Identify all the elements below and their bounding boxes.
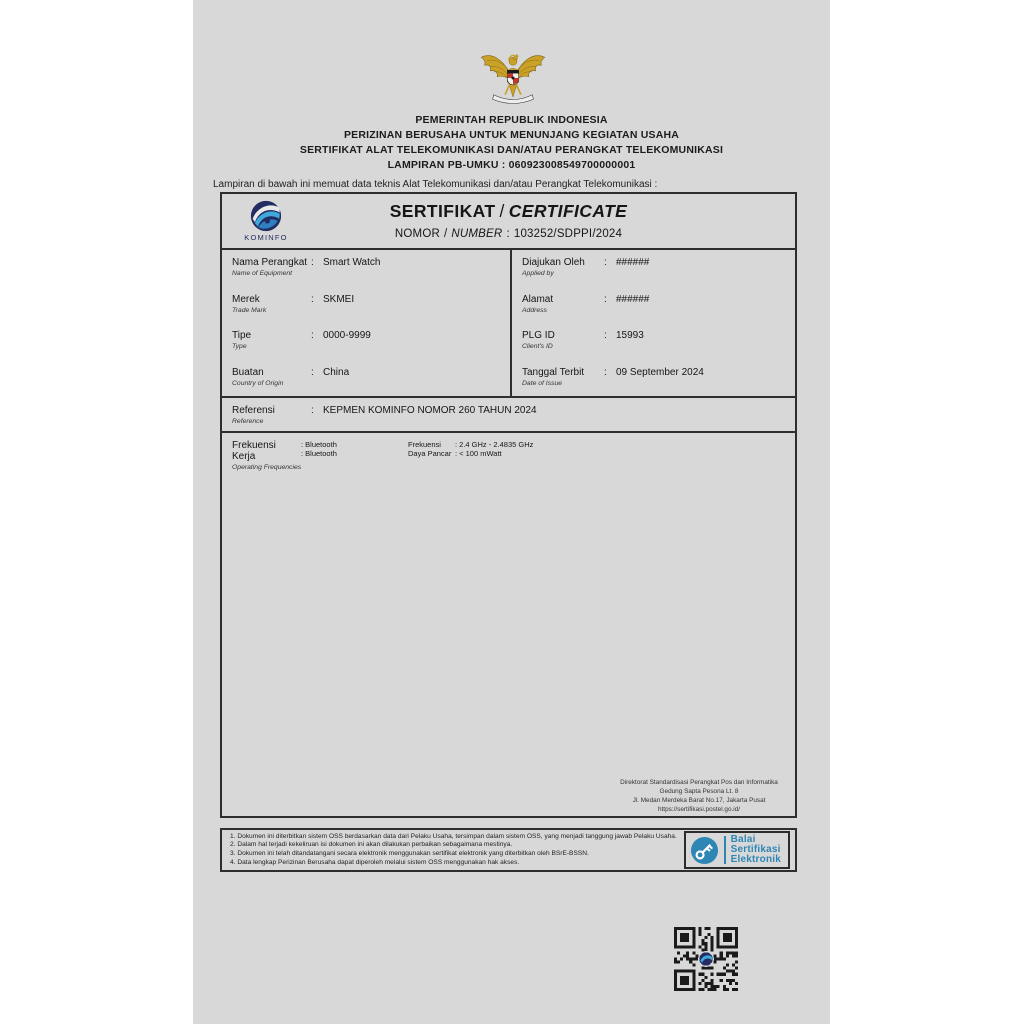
field-label: Alamat (522, 293, 554, 305)
number-label-en: NUMBER (451, 228, 503, 240)
title-en: CERTIFICATE (508, 201, 628, 221)
detail-value: : < 100 mWatt (455, 449, 502, 458)
field-row-plg-id (512, 323, 795, 360)
field-colon: : (604, 330, 607, 341)
field-label: PLG ID (522, 330, 555, 341)
field-sublabel: Country of Origin (232, 379, 284, 387)
certificate-box (220, 192, 797, 818)
gov-header-line1: PEMERINTAH REPUBLIK INDONESIA (415, 114, 608, 126)
frequency-entries (301, 440, 337, 458)
certificate-number-value: 103252/SDPPI/2024 (513, 228, 623, 240)
field-sublabel: Type (232, 343, 247, 350)
device-data-table (222, 250, 795, 398)
intro-text: Lampiran di bawah ini memuat data teknis Alat Telekomunikasi dan/atau Perangkat Telekomunikasi : (213, 179, 658, 190)
field-colon: : (311, 257, 314, 268)
frequency-details (408, 440, 533, 458)
field-sublabel: Applied by (522, 270, 554, 277)
issuer-address-url: https://sertifikasi.postel.go.id/ (657, 806, 741, 813)
title-separator: / (499, 201, 505, 221)
field-colon: : (604, 257, 607, 268)
certificate-titles (222, 194, 795, 240)
field-row-diajukan-oleh (512, 250, 795, 287)
number-colon: : (506, 228, 510, 240)
field-sublabel: Name of Equipment (232, 270, 293, 277)
field-label: Tanggal Terbit (522, 366, 585, 378)
field-sublabel: Address (522, 306, 547, 314)
issuer-address-line: Direktorat Standardisasi Perangkat Pos dan Informatika (620, 779, 778, 786)
field-row-tanggal-terbit (512, 360, 795, 397)
field-sublabel: Operating Frequencies (232, 464, 302, 471)
field-row-alamat (512, 287, 795, 324)
field-value: 15993 (616, 330, 644, 341)
field-value: 09 September 2024 (616, 366, 704, 378)
field-row-tipe (222, 323, 510, 360)
number-separator: / (443, 228, 448, 240)
field-label: Nama Perangkat (232, 257, 308, 268)
field-row-merek (222, 287, 510, 324)
field-row-nama-perangkat (222, 250, 510, 287)
gov-header-line2: PERIZINAN BERUSAHA UNTUK MENUNJANG KEGIATAN USAHA (343, 129, 680, 141)
garuda-pancasila-emblem (479, 42, 547, 110)
qr-code-icon (674, 927, 738, 991)
certificate-title (222, 201, 795, 222)
frequency-entry: : Bluetooth (301, 440, 337, 449)
detail-label: Daya Pancar (408, 449, 452, 458)
detail-value: : 2.4 GHz - 2.4835 GHz (455, 440, 534, 449)
field-sublabel: Trade Mark (232, 306, 267, 314)
logo-divider (724, 836, 726, 864)
field-colon: : (311, 405, 314, 416)
field-label: Referensi (232, 405, 275, 416)
field-colon: : (311, 330, 314, 341)
frequency-detail-row (408, 449, 533, 458)
issuer-address-block (606, 778, 792, 814)
footer-notes-box (220, 828, 797, 872)
field-label: Frekuensi Kerja (232, 440, 276, 462)
certificate-page (193, 0, 830, 1024)
detail-label: Frekuensi (408, 440, 441, 449)
verification-qr-code (674, 927, 738, 991)
number-label-id: NOMOR (394, 228, 440, 240)
field-colon: : (604, 293, 607, 305)
frequency-detail-row (408, 440, 533, 449)
referensi-row (222, 398, 795, 433)
frekuensi-kerja-row (222, 433, 795, 818)
field-label: Tipe (232, 330, 252, 341)
field-sublabel: Reference (232, 418, 264, 425)
field-colon: : (604, 366, 607, 378)
oss-note: 2. Dalam hal terjadi kekeliruan isi dokumen ini akan dilakukan perbaikan sebagaimana mestinya. (230, 841, 513, 849)
certificate-number-line (222, 228, 795, 240)
field-row-buatan (222, 360, 510, 397)
field-value: ###### (616, 257, 650, 268)
kominfo-logo-icon (250, 200, 282, 232)
table-column-left (222, 250, 510, 396)
table-column-right (510, 250, 795, 396)
field-value: China (323, 366, 350, 378)
oss-notes (222, 833, 684, 867)
bsre-key-icon (690, 836, 719, 865)
field-sublabel: Client's ID (522, 343, 553, 350)
field-label: Diajukan Oleh (522, 257, 585, 268)
field-label: Merek (232, 293, 260, 305)
field-value: 0000-9999 (323, 330, 371, 341)
government-header (193, 113, 830, 173)
oss-note: 3. Dokumen ini telah ditandatangani secara elektronik menggunakan sertifikat elektronik yang diterbitkan oleh BSrE-BSSN. (230, 850, 589, 857)
kominfo-logo (236, 200, 296, 242)
field-label: Buatan (232, 366, 264, 378)
balai-sertifikasi-elektronik-logo (684, 831, 790, 869)
field-colon: : (311, 366, 314, 378)
field-colon: : (311, 293, 314, 305)
issuer-address-line: Gedung Sapta Pesona Lt. 8 (659, 788, 739, 795)
gov-header-line3: SERTIFIKAT ALAT TELEKOMUNIKASI DAN/ATAU PERANGKAT TELEKOMUNIKASI (299, 144, 724, 156)
field-value: Smart Watch (323, 257, 381, 268)
field-value: ###### (616, 293, 650, 305)
balai-logo-text: Balai Sertifikasi Elektronik (730, 834, 781, 865)
kominfo-logo-text: KOMINFO (244, 233, 288, 242)
certificate-header (222, 194, 795, 250)
field-value: SKMEI (323, 293, 355, 305)
field-sublabel: Date of Issue (522, 379, 563, 387)
oss-note: 4. Data lengkap Perizinan Berusaha dapat diperoleh melalui sistem OSS menggunakan hak akses. (230, 858, 520, 866)
issuer-address-line: Jl. Medan Merdeka Barat No.17, Jakarta Pusat (632, 797, 766, 804)
title-id: SERTIFIKAT (389, 201, 496, 221)
gov-header-line4: LAMPIRAN PB-UMKU : 060923008549700000001 (387, 159, 636, 171)
frequency-entry: : Bluetooth (301, 449, 337, 458)
oss-note: 1. Dokumen ini diterbitkan sistem OSS berdasarkan data dari Pelaku Usaha, tersimpan dalam sistem OSS, yang menjadi tanggung jawab Pelaku Usaha. (230, 832, 677, 840)
field-value: KEPMEN KOMINFO NOMOR 260 TAHUN 2024 (323, 405, 537, 416)
